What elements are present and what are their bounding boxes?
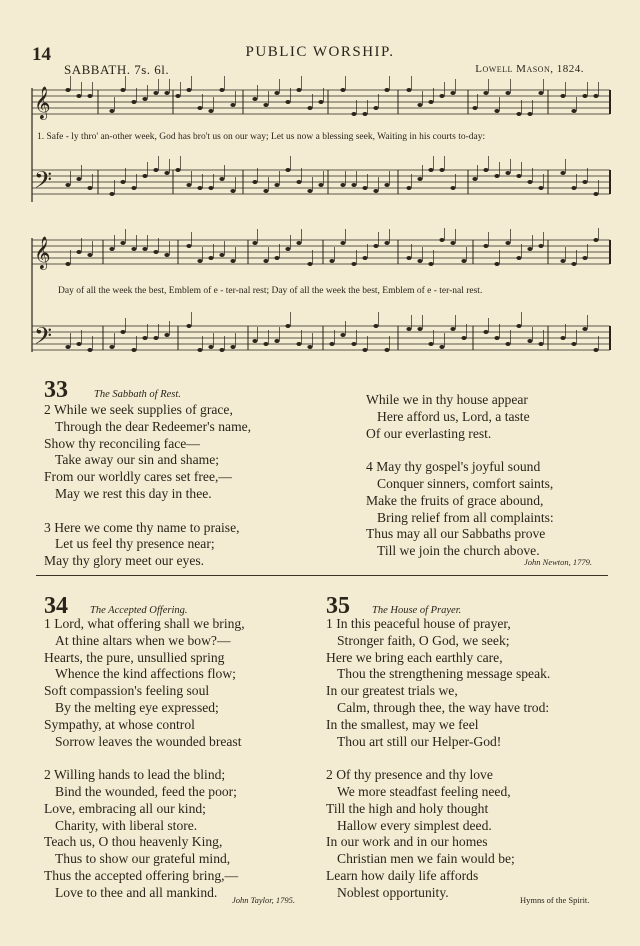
note-head [527,247,532,251]
note-head [428,168,433,172]
note-head [362,256,367,260]
verse-line: Sympathy, at whose control [44,716,195,732]
verse-line: In our greatest trials we, [326,683,458,699]
note-head [285,247,290,251]
note-head [175,94,180,98]
note-head [197,348,202,352]
note-head [120,180,125,184]
note-head [296,241,301,245]
note-head [571,262,576,266]
hymn-title: The Sabbath of Rest. [94,389,181,400]
note-head [230,259,235,263]
note-head [593,192,598,196]
note-head [505,342,510,346]
verse-line: Make the fruits of grace abound, [366,492,544,508]
page-number: 14 [32,44,51,65]
hymn-source: Hymns of the Spirit. [520,895,590,905]
hymn-number: 35 [326,593,350,619]
verse-line: Calm, through thee, the way have trod: [337,699,550,715]
note-head [373,106,378,110]
note-head [406,327,411,331]
note-head [582,94,587,98]
note-head [252,97,257,101]
note-head [142,97,147,101]
verse-line: Love to thee and all mankind. [55,884,218,900]
verse-line: Let us feel thy presence near; [55,536,215,552]
staff-treble-1 [32,76,610,120]
hymn-33-heading [44,378,181,402]
verse-line: At thine altars when we bow?— [55,632,231,648]
verse-line: Thus the accepted offering bring,— [44,867,239,883]
note-head [450,91,455,95]
note-head [494,336,499,340]
note-head [318,183,323,187]
verse-line: Hearts, the pure, unsullied spring [44,649,225,665]
note-head [461,336,466,340]
verse-line: In our work and in our homes [326,834,488,850]
note-head [186,88,191,92]
note-head [296,88,301,92]
verse-line: Take away our sin and shame; [55,452,220,468]
note-head [384,241,389,245]
note-head [472,106,477,110]
hymn-author: John Taylor, 1795. [232,895,295,905]
hymn-title: The House of Prayer. [372,605,462,616]
verse-line: 2 Of thy presence and thy love [326,767,493,783]
note-head [593,348,598,352]
note-head [362,112,367,116]
verse-line: May we rest this day in thee. [55,485,212,501]
note-head [483,91,488,95]
note-head [351,183,356,187]
note-head [571,186,576,190]
note-head [76,250,81,254]
note-head [351,262,356,266]
hymn-33-verses-right [366,392,554,560]
note-head [494,174,499,178]
verse-line: Thou the strengthening message speak. [337,666,551,682]
verse-line [44,750,245,767]
note-head [274,183,279,187]
note-head [142,247,147,251]
hymn-title: The Accepted Offering. [90,605,188,616]
note-head [142,174,147,178]
note-head [560,259,565,263]
note-head [164,333,169,337]
note-head [263,103,268,107]
note-head [208,256,213,260]
hymn-35-heading [326,594,461,618]
note-head [450,327,455,331]
note-head [197,259,202,263]
note-head [450,186,455,190]
note-head [131,186,136,190]
note-head [571,342,576,346]
note-head [527,112,532,116]
note-head [87,348,92,352]
music-staff-system-1 [28,76,612,226]
lyrics-line-1: 1. Safe - ly thro' an-other week, God has bro't us on our way; Let us now a blessing seek, Waiting in his courts to-day: [37,132,486,142]
note-head [208,345,213,349]
note-head [351,112,356,116]
note-head [274,91,279,95]
note-head [417,259,422,263]
note-head [131,100,136,104]
verse-line: 4 May thy gospel's joyful sound [366,459,541,475]
note-head [87,253,92,257]
note-head [109,192,114,196]
note-head [76,342,81,346]
hymn-35-verses [326,616,550,902]
verse-line: Noblest opportunity. [337,884,449,900]
note-head [296,180,301,184]
note-head [593,94,598,98]
note-head [252,339,257,343]
verse-line [44,503,251,520]
verse-line: Teach us, O thou heavenly King, [44,834,223,850]
verse-line: Sorrow leaves the wounded breast [55,733,242,749]
note-head [516,174,521,178]
verse-line: 1 Lord, what offering shall we bring, [44,616,245,631]
note-head [318,100,323,104]
note-head [219,88,224,92]
note-head [285,100,290,104]
tune-name: SABBATH. 7s. 6l. [64,62,170,77]
note-head [208,186,213,190]
hymn-34-heading [44,594,188,618]
note-head [219,348,224,352]
note-head [439,238,444,242]
note-head [230,103,235,107]
svg-text:𝄢: 𝄢 [34,322,53,355]
verse-line: Till the high and holy thought [326,800,489,816]
note-head [65,345,70,349]
note-head [428,100,433,104]
note-head [197,106,202,110]
verse-line: Of our everlasting rest. [366,425,492,441]
note-head [307,345,312,349]
note-head [120,330,125,334]
note-head [186,324,191,328]
note-head [120,241,125,245]
verse-line: While we in thy house appear [366,392,528,407]
verse-line: Whence the kind affections flow; [55,666,236,682]
note-head [560,171,565,175]
staff-bass-2 [32,312,610,355]
verse-line: Soft compassion's feeling soul [44,683,210,699]
note-head [252,180,257,184]
verse-line: Thus to show our grateful mind, [55,851,231,867]
verse-line: Christian men we fain would be; [337,851,515,867]
note-head [362,186,367,190]
verse-line [366,442,554,459]
note-head [406,186,411,190]
note-head [164,253,169,257]
note-head [307,189,312,193]
note-head [175,168,180,172]
note-head [538,186,543,190]
note-head [87,186,92,190]
note-head [76,177,81,181]
verse-line: 2 Willing hands to lead the blind; [44,767,226,783]
note-head [417,177,422,181]
hymn-author: John Newton, 1779. [524,557,592,567]
note-head [417,103,422,107]
note-head [230,345,235,349]
note-head [516,112,521,116]
svg-text:𝄞: 𝄞 [34,236,51,269]
hymn-34-verses [44,616,245,902]
note-head [505,91,510,95]
verse-line: Stronger faith, O God, we seek; [337,632,510,648]
note-head [153,250,158,254]
note-head [560,94,565,98]
note-head [417,327,422,331]
verse-line: Show thy reconciling face— [44,435,200,451]
note-head [340,88,345,92]
note-head [219,253,224,257]
hymn-number: 33 [44,377,68,403]
note-head [164,171,169,175]
note-head [109,109,114,113]
note-head [538,244,543,248]
note-head [439,168,444,172]
note-head [340,241,345,245]
note-head [307,262,312,266]
note-head [120,88,125,92]
note-head [263,189,268,193]
note-head [142,336,147,340]
svg-text:𝄞: 𝄞 [34,86,51,119]
note-head [527,180,532,184]
note-head [285,168,290,172]
note-head [450,241,455,245]
note-head [153,336,158,340]
verse-line: 1 In this peaceful house of prayer, [326,616,511,631]
note-head [527,339,532,343]
verse-line [326,750,550,767]
note-head [131,247,136,251]
note-head [351,342,356,346]
note-head [131,348,136,352]
verse-line: Bind the wounded, feed the poor; [55,783,237,799]
note-head [494,109,499,113]
verse-line: Conquer sinners, comfort saints, [377,475,554,491]
note-head [505,171,510,175]
note-head [109,247,114,251]
note-head [65,262,70,266]
verse-line: Till we join the church above. [377,543,540,559]
note-head [505,241,510,245]
note-head [65,183,70,187]
note-head [483,244,488,248]
note-head [538,91,543,95]
note-head [186,183,191,187]
note-head [285,324,290,328]
note-head [263,342,268,346]
verse-line: Love, embracing all our kind; [44,800,206,816]
note-head [494,262,499,266]
staff-bass-1 [32,156,610,199]
note-head [274,256,279,260]
section-divider [36,575,608,576]
verse-line: Through the dear Redeemer's name, [55,418,252,434]
note-head [483,168,488,172]
svg-text:𝄢: 𝄢 [34,166,53,199]
note-head [65,88,70,92]
note-head [516,256,521,260]
note-head [538,342,543,346]
note-head [230,189,235,193]
staff-treble-2 [32,228,610,270]
verse-line: We more steadfast feeling need, [337,783,511,799]
note-head [593,238,598,242]
note-head [384,348,389,352]
running-head: PUBLIC WORSHIP. [245,44,395,60]
note-head [428,262,433,266]
note-head [153,91,158,95]
note-head [219,177,224,181]
verse-line: In the smallest, may we feel [326,716,479,732]
verse-line: Bring relief from all complaints: [377,509,554,525]
verse-line: Thou art still our Helper-God! [337,733,502,749]
note-head [516,324,521,328]
note-head [208,109,213,113]
note-head [571,109,576,113]
note-head [263,259,268,263]
verse-line: Thus may all our Sabbaths prove [366,526,546,542]
verse-line: 3 Here we come thy name to praise, [44,519,240,535]
verse-line: 2 While we seek supplies of grace, [44,402,233,417]
note-head [461,259,466,263]
verse-line: Learn how daily life affords [326,867,479,883]
note-head [373,189,378,193]
note-head [582,327,587,331]
note-head [582,256,587,260]
note-head [340,183,345,187]
note-head [428,342,433,346]
music-staff-system-2 [28,228,612,368]
note-head [406,88,411,92]
verse-line: May thy glory meet our eyes. [44,553,205,569]
note-head [472,177,477,181]
note-head [329,342,334,346]
verse-line: Here we bring each earthly care, [326,649,503,665]
note-head [340,333,345,337]
note-head [439,94,444,98]
note-head [373,324,378,328]
hymn-33-verses-left [44,402,251,570]
note-head [109,345,114,349]
note-head [483,330,488,334]
note-head [197,186,202,190]
verse-line: Hallow every simplest deed. [337,817,492,833]
note-head [76,94,81,98]
note-head [329,259,334,263]
note-head [560,336,565,340]
lyrics-line-2: Day of all the week the best, Emblem of e - ter-nal rest; Day of all the week the best, Emblem of e - ter-nal rest. [58,286,483,296]
verse-line: Charity, with liberal store. [55,817,198,833]
verse-line: By the melting eye expressed; [55,699,219,715]
note-head [186,244,191,248]
hymn-number: 34 [44,593,68,619]
note-head [164,91,169,95]
verse-line: From our worldly cares set free,— [44,469,232,485]
note-head [582,180,587,184]
note-head [373,244,378,248]
note-head [307,106,312,110]
note-head [439,345,444,349]
note-head [153,168,158,172]
note-head [384,183,389,187]
note-head [362,348,367,352]
composer: Lowell Mason, 1824. [475,63,584,75]
note-head [252,241,257,245]
note-head [274,339,279,343]
verse-line: Here afford us, Lord, a taste [377,408,530,424]
note-head [384,88,389,92]
note-head [406,256,411,260]
note-head [87,94,92,98]
note-head [296,342,301,346]
